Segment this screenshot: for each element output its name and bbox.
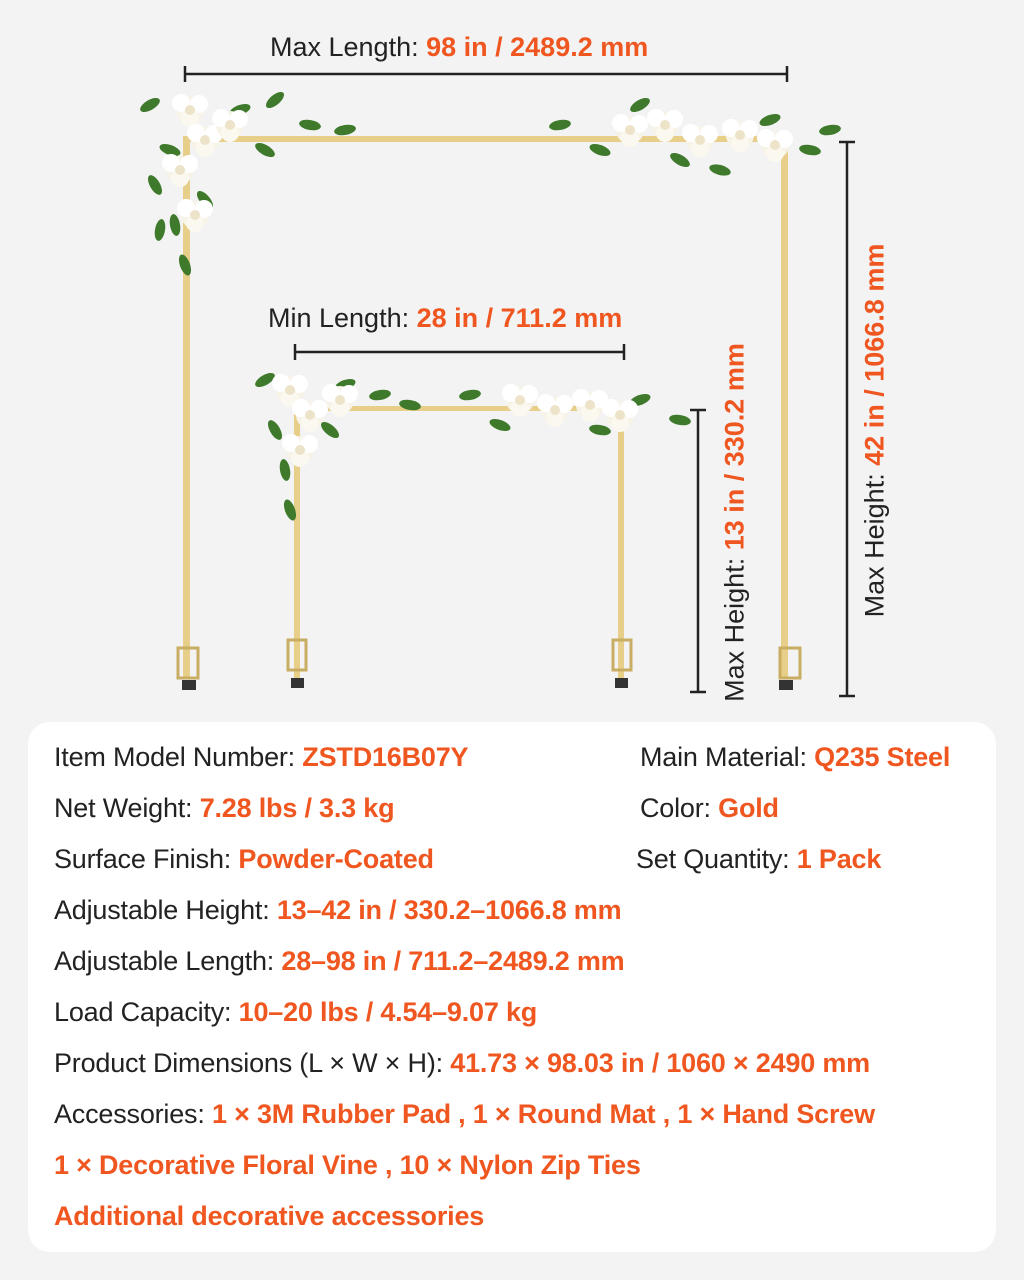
spec-model [54, 742, 468, 773]
spec-accessories-line2: 1 × Decorative Floral Vine , 10 × Nylon Zip Ties [54, 1150, 641, 1180]
max-height-small-value: 13 in / 330.2 mm [719, 343, 750, 551]
spec-weight [54, 793, 394, 824]
spec-accessories [54, 1099, 875, 1130]
max-height-small-caption: Max Height: [719, 557, 750, 702]
spec-finish [54, 844, 434, 875]
spec-label: Adjustable Height: [54, 895, 270, 925]
spec-value: 28–98 in / 711.2–2489.2 mm [281, 946, 625, 976]
spec-value: ZSTD16B07Y [302, 742, 469, 772]
floral-decoration-small-left [253, 370, 422, 522]
max-height-small-label [720, 333, 751, 713]
spec-color [640, 793, 779, 824]
spec-label: Product Dimensions (L × W × H): [54, 1048, 443, 1078]
spec-value: 1 Pack [796, 844, 882, 874]
max-length-label [270, 32, 648, 63]
spec-accessories-line3: Additional decorative accessories [54, 1201, 485, 1231]
spec-value: 1 × 3M Rubber Pad , 1 × Round Mat , 1 × Hand Screw [211, 1099, 875, 1129]
spec-label: Adjustable Length: [54, 946, 275, 976]
max-height-large-value: 42 in / 1066.8 mm [859, 243, 890, 466]
spec-material [640, 742, 950, 773]
spec-label: Accessories: [54, 1099, 205, 1129]
spec-height [54, 895, 621, 926]
spec-quantity [636, 844, 881, 875]
max-length-value: 98 in / 2489.2 mm [426, 32, 649, 62]
spec-dimensions [54, 1048, 870, 1079]
min-length-label [268, 303, 622, 334]
spec-length [54, 946, 624, 977]
max-length-caption: Max Length: [270, 32, 419, 62]
max-height-large-label [860, 211, 891, 651]
spec-value: 10–20 lbs / 4.54–9.07 kg [238, 997, 538, 1027]
spec-value: 41.73 × 98.03 in / 1060 × 2490 mm [450, 1048, 870, 1078]
min-length-caption: Min Length: [268, 303, 410, 333]
spec-label: Load Capacity: [54, 997, 232, 1027]
min-length-value: 28 in / 711.2 mm [416, 303, 623, 333]
large-arch-frame [178, 136, 800, 690]
spec-label: Item Model Number: [54, 742, 295, 772]
spec-load [54, 997, 537, 1028]
spec-value: 7.28 lbs / 3.3 kg [199, 793, 395, 823]
spec-label: Set Quantity: [636, 844, 790, 874]
spec-value: Powder-Coated [238, 844, 434, 874]
spec-value: 13–42 in / 330.2–1066.8 mm [276, 895, 622, 925]
spec-label: Main Material: [640, 742, 807, 772]
specifications-panel [28, 722, 996, 1252]
max-height-large-caption: Max Height: [859, 473, 890, 618]
floral-decoration-large-left [138, 89, 357, 277]
spec-value: Gold [718, 793, 779, 823]
spec-value: Q235 Steel [814, 742, 951, 772]
spec-label: Surface Finish: [54, 844, 232, 874]
spec-label: Net Weight: [54, 793, 193, 823]
spec-label: Color: [640, 793, 711, 823]
small-arch-frame [288, 406, 631, 688]
